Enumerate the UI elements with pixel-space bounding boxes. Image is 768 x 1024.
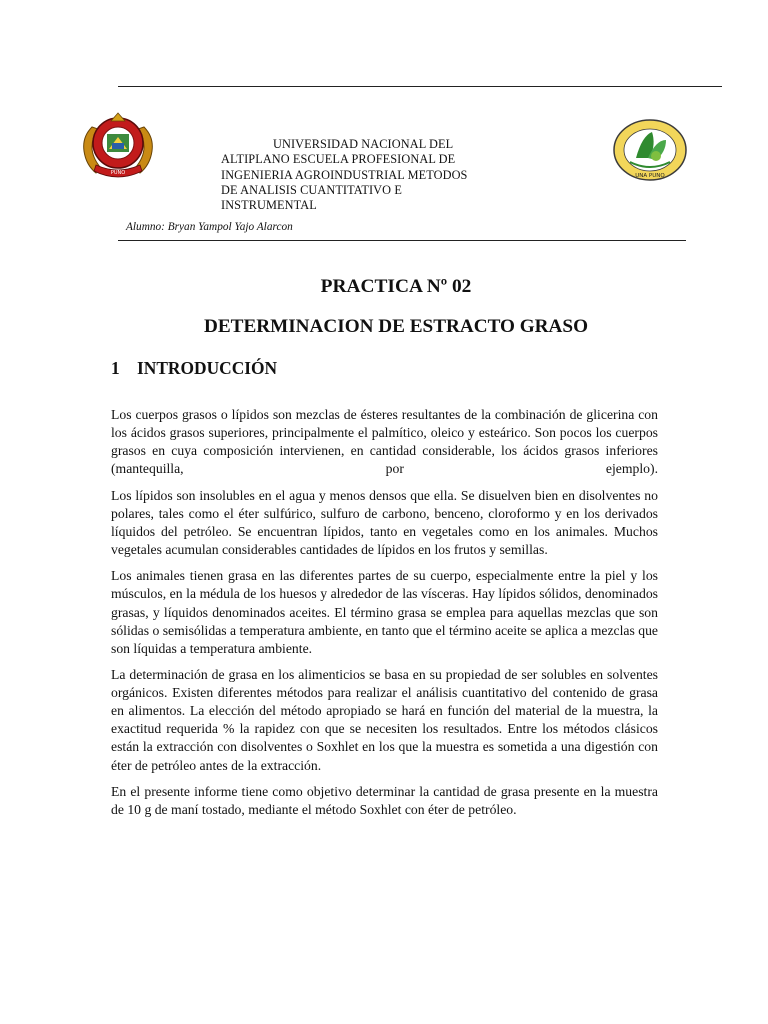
university-line: ALTIPLANO ESCUELA PROFESIONAL DE <box>221 152 456 167</box>
header-bottom-rule <box>118 240 686 241</box>
header-top-rule <box>118 86 722 87</box>
paragraph: Los cuerpos grasos o lípidos son mezclas de ésteres resultantes de la combinación de glicerina con los ácidos grasos superiores, principalmente el palmítico, oleico y esteárico. Son pocos los cuerpos grasos en cuya composición intervienen, en cantidad considerable, los ácidos grasos inferiores (mantequilla, por ejemplo). <box>111 407 658 477</box>
section-heading <box>111 358 277 379</box>
crest-banner-text: PUNO <box>110 170 126 176</box>
agroindustrial-seal-icon <box>612 118 688 182</box>
university-header-block <box>221 137 501 213</box>
university-line: DE ANALISIS CUANTITATIVO E <box>221 182 402 197</box>
section-number: 1 <box>111 358 120 378</box>
university-line: UNIVERSIDAD NACIONAL DEL <box>273 137 454 151</box>
seal-caption: UNA PUNO <box>635 173 665 179</box>
paragraph: En el presente informe tiene como objetivo determinar la cantidad de grasa presente en la muestra de 10 g de maní tostado, mediante el método Soxhlet con éter de petróleo. <box>111 783 658 818</box>
university-line: INGENIERIA AGROINDUSTRIAL METODOS <box>221 167 468 182</box>
university-line: INSTRUMENTAL <box>221 198 317 213</box>
practice-title: PRACTICA Nº 02 <box>320 276 472 297</box>
introduction-body <box>111 406 658 827</box>
document-subtitle: DETERMINACION DE ESTRACTO GRASO <box>204 316 588 337</box>
student-name: Alumno: Bryan Yampol Yajo Alarcon <box>126 221 293 233</box>
paragraph: Los animales tienen grasa en las diferentes partes de su cuerpo, especialmente entre la piel y los músculos, en la médula de los huesos y alrededor de las vísceras. Hay lípidos sólidos, denominados grasas, y líquidos denominados aceites. El término grasa se emplea para aquellas mezclas que son sólidas o semisólidas a temperatura ambiente, en tanto que el término aceite se aplica a mezclas que son líquidas a temperatura ambiente. <box>111 568 658 656</box>
paragraph: Los lípidos son insolubles en el agua y menos densos que ella. Se disuelven bien en disolventes no polares, tales como el éter sulfúrico, sulfuro de carbono, benceno, cloroformo y en los derivados líquidos del petróleo. Se encuentran lípidos, tanto en vegetales como en los animales. Muchos vegetales acumulan considerables cantidades de lípidos en los frutos y semillas. <box>111 487 658 557</box>
section-title: INTRODUCCIÓN <box>137 358 278 378</box>
university-crest-icon <box>78 107 158 187</box>
paragraph: La determinación de grasa en los alimenticios se basa en su propiedad de ser solubles en solventes orgánicos. Existen diferentes métodos para realizar el análisis cuantitativo del contenido de grasa en alimentos. La elección del método apropiado se hará en función del material de la muestra, la exactitud requerida % la rapidez con que se necesiten los resultados. Entre los métodos clásicos están la extracción con disolventes o Soxhlet en los que la muestra es sometida a una digestión con éter de petróleo antes de la extracción. <box>111 667 658 773</box>
